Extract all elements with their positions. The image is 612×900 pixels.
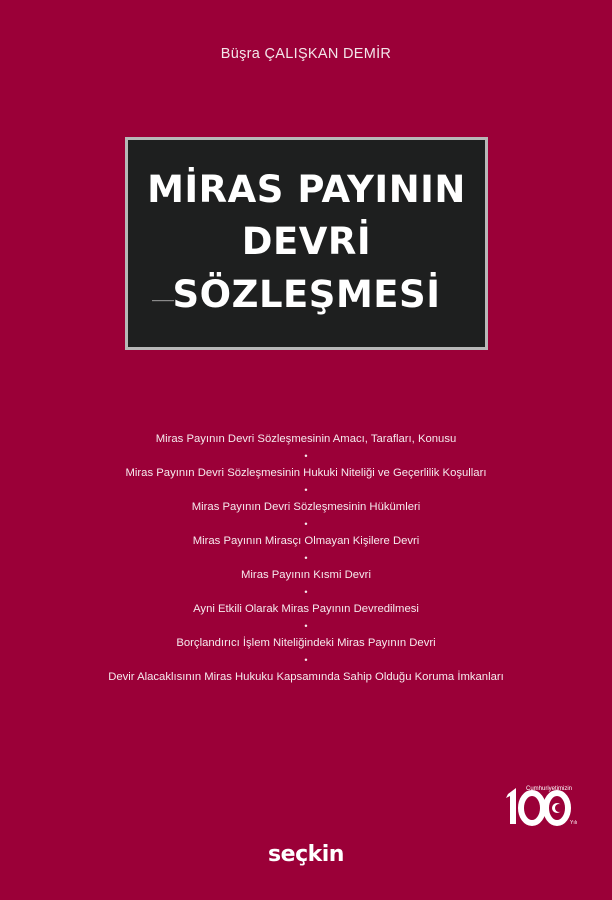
bullet-separator: • xyxy=(304,621,308,631)
anniversary-caption: Cumhuriyetimizin xyxy=(526,786,573,792)
title-box xyxy=(125,137,488,350)
book-title-line-3: SÖZLEŞMESİ xyxy=(172,273,441,316)
bullet-separator: • xyxy=(304,485,308,495)
topic-item: Miras Payının Mirasçı Olmayan Kişilere Devri xyxy=(192,535,420,547)
topic-item: Miras Payının Devri Sözleşmesinin Hükümleri xyxy=(191,501,421,513)
topic-item: Ayni Etkili Olarak Miras Payının Devredilmesi xyxy=(193,603,419,615)
topic-list xyxy=(0,432,612,684)
anniversary-100-icon xyxy=(502,780,582,830)
publisher-logo: seçkin xyxy=(268,842,344,867)
bullet-separator: • xyxy=(304,451,308,461)
topic-item: Miras Payının Devri Sözleşmesinin Amacı, Tarafları, Konusu xyxy=(155,433,457,445)
bullet-separator: • xyxy=(304,655,308,665)
bullet-separator: • xyxy=(304,553,308,563)
topic-item: Miras Payının Kısmi Devri xyxy=(241,569,371,581)
topic-item: Miras Payının Devri Sözleşmesinin Hukuki Niteliği ve Geçerlilik Koşulları xyxy=(125,467,487,479)
author-name: Büşra ÇALIŞKAN DEMİR xyxy=(220,46,392,62)
republic-100-logo xyxy=(502,780,582,830)
topic-item: Devir Alacaklısının Miras Hukuku Kapsamında Sahip Olduğu Koruma İmkanları xyxy=(108,671,504,683)
book-title-line-2: DEVRİ xyxy=(241,220,372,263)
bullet-separator: • xyxy=(304,519,308,529)
anniversary-suffix: Yılı xyxy=(570,820,578,826)
bullet-separator: • xyxy=(304,587,308,597)
book-title-line-1: MİRAS PAYININ xyxy=(147,168,466,211)
topic-item: Borçlandırıcı İşlem Niteliğindeki Miras Payının Devri xyxy=(176,637,436,649)
